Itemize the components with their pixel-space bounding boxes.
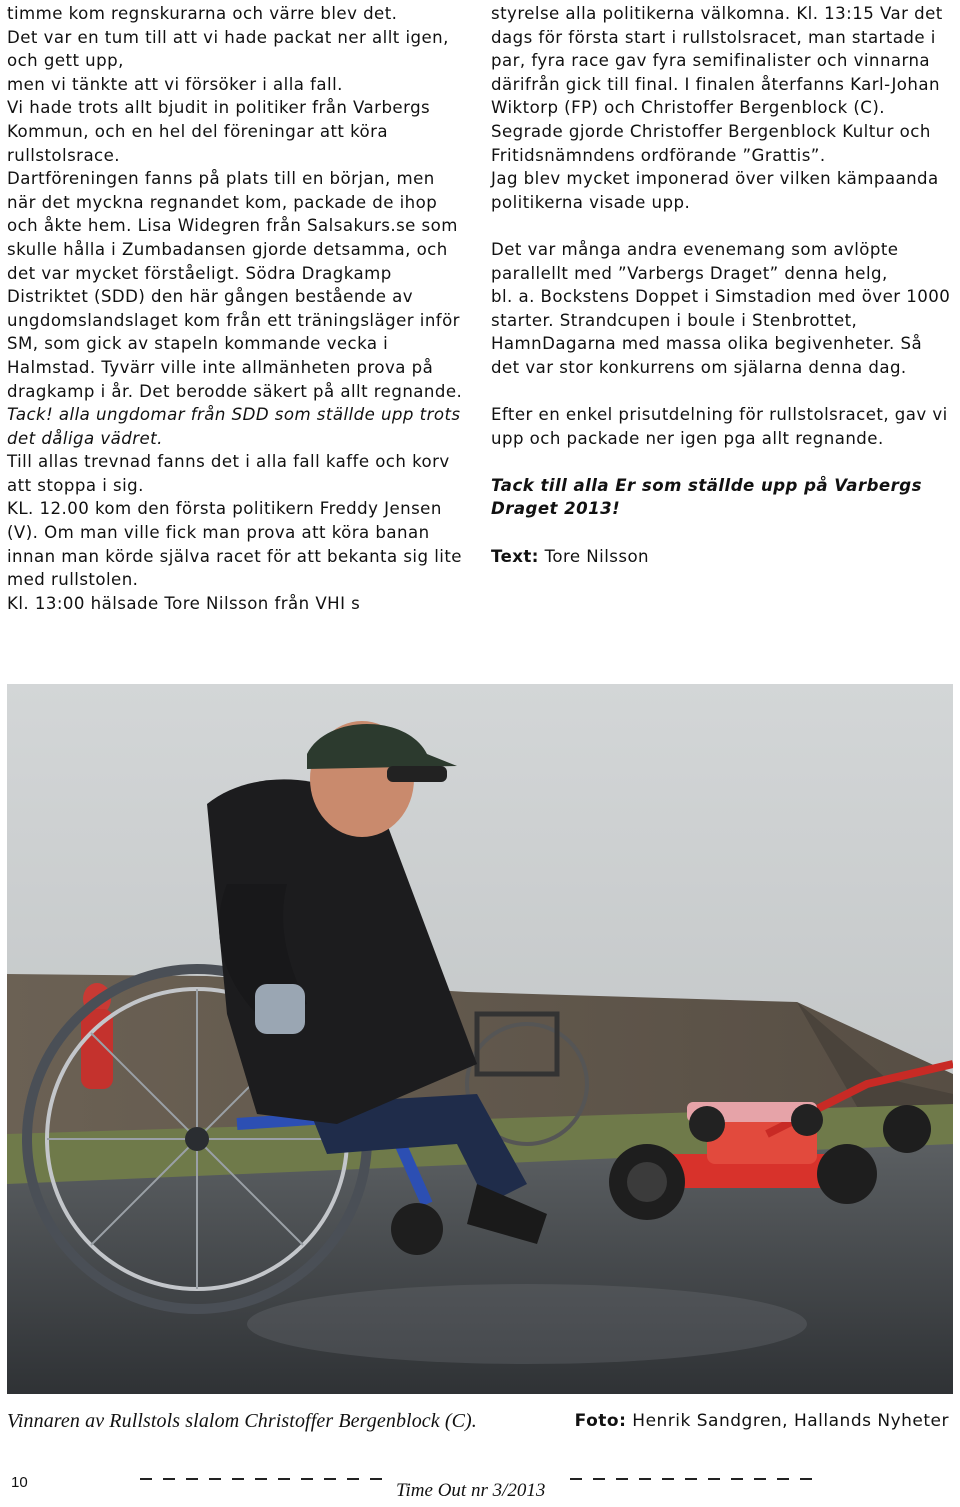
credit-label: Foto: [574, 1411, 627, 1431]
page-number: 10 [11, 1474, 28, 1491]
paragraph: Kl. 13:00 hälsade Tore Nilsson från VHI s [7, 593, 361, 613]
photo-caption [7, 1410, 953, 1440]
byline-label: Text: [491, 546, 539, 566]
paragraph: Jag blev mycket imponerad över vilken kämpaanda politikerna visade upp. [491, 169, 939, 212]
paragraph [7, 167, 469, 450]
magazine-issue: Time Out nr 3/2013 [396, 1480, 546, 1501]
caption-text: Vinnaren av Rullstols slalom Christoffer Bergenblock (C). [7, 1410, 477, 1432]
photo-illustration [7, 684, 953, 1394]
paragraph: bl. a. Bockstens Doppet i Simstadion med över 1000 starter. Strandcupen i boule i Stenbrottet, HamnDagarna med massa olika begivenheter. Så det var stor konkurrens om själarna denna dag. [491, 287, 951, 377]
paragraph: Det var många andra evenemang som avlöpte parallellt med ”Varbergs Draget” denna helg, [491, 239, 899, 283]
article-photo [7, 684, 953, 1394]
photo-credit [575, 1411, 949, 1431]
paragraph: KL. 12.00 kom den första politikern Freddy Jensen (V). Om man ville fick man prova att köra banan innan man körde själva racet för att bekanta sig lite med rullstolen. [7, 499, 462, 590]
paragraph: timme kom regnskurarna och värre blev det. [7, 4, 398, 23]
paragraph: Till allas trevnad fanns det i alla fall kaffe och korv att stoppa i sig. [7, 452, 450, 495]
article-right-column [491, 2, 951, 568]
divider [570, 1478, 816, 1480]
paragraph-text: Dartföreningen fanns på plats till en början, men när det myckna regnandet kom, packade de ihop och åkte hem. Lisa Widegren från Salsakurs.se som skulle hålla i Zumbadansen gjorde detsamma, och det var mycket förståeligt. Södra Dragkamp Distriktet (SDD) den här gången bestående av ungdomslandslaget kom från ett träningsläger inför SM, som gick av stapeln kommande vecka i Halmstad. Tyvärr ville inte allmänheten prova på dragkamp i år. Det berodde säkert på allt regnande. [7, 169, 463, 401]
article-left-column [7, 2, 469, 615]
paragraph: Det var en tum till att vi hade packat ner allt igen, och gett upp, [7, 27, 449, 71]
byline-author: Tore Nilsson [544, 546, 650, 566]
byline [491, 545, 951, 569]
paragraph: Efter en enkel prisutdelning för rullstolsracet, gav vi upp och packade ner igen pga allt regnande. [491, 405, 948, 448]
thanks-line: Tack till alla Er som ställde upp på Varbergs Draget 2013! [491, 475, 922, 519]
italic-thanks: Tack! alla ungdomar från SDD som ställde upp trots det dåliga vädret. [7, 405, 461, 448]
paragraph: styrelse alla politikerna välkomna. Kl. 13:15 Var det dags för första start i rullstolsracet, man startade i par, fyra race gav fyra semifinalister och vinnarna därifrån gick till final. I finalen återfanns Karl-Johan Wiktorp (FP) och Christoffer Bergenblock (C). Segrade gjorde Christoffer Bergenblock Kultur och Fritidsnämndens ordförande ”Grattis”. [491, 4, 943, 165]
page-footer [0, 1464, 960, 1507]
paragraph: men vi tänkte att vi försöker i alla fall. [7, 74, 343, 94]
paragraph: Vi hade trots allt bjudit in politiker från Varbergs Kommun, och en hel del föreningar att köra rullstolsrace. [7, 98, 431, 165]
credit-name: Henrik Sandgren, Hallands Nyheter [632, 1411, 949, 1431]
divider [140, 1478, 386, 1480]
